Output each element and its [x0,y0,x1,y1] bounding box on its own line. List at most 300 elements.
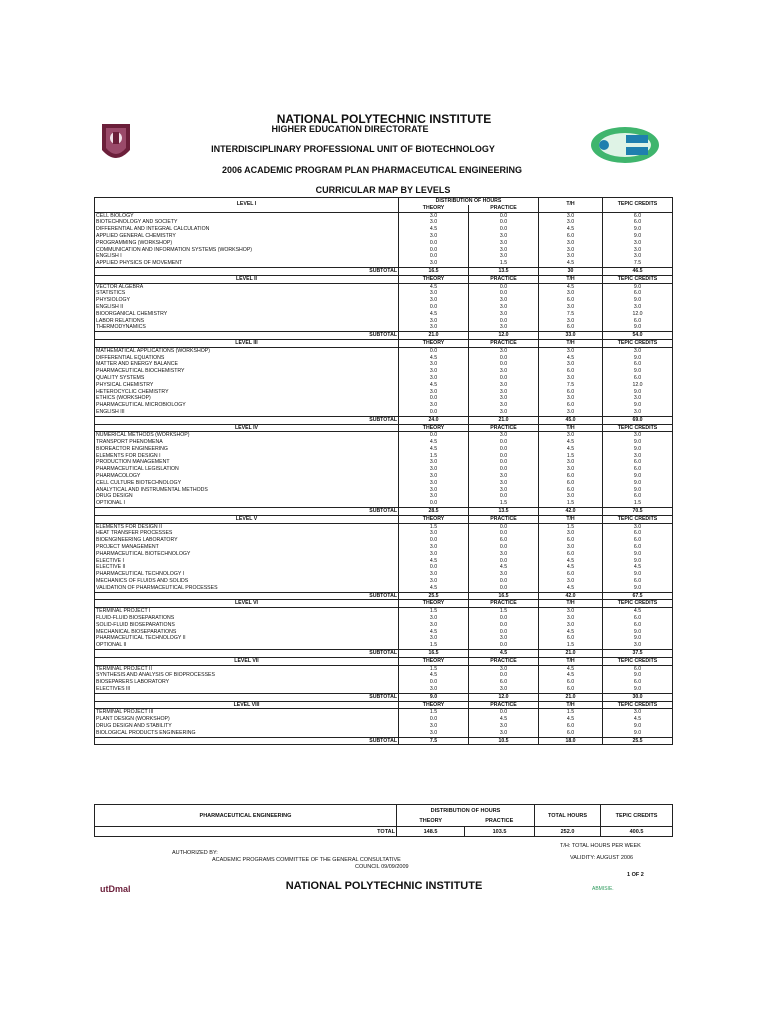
course-name: TERMINAL PROJECT II [95,665,399,672]
tepic-credits: 3.0 [603,453,673,460]
total-hours: 1.5 [539,500,603,507]
table-row [95,723,673,730]
tepic-credits: 6.0 [603,212,673,219]
practice-hours: 0.0 [469,361,539,368]
course-name: ENGLISH II [95,304,399,311]
course-name: DIFFERENTIAL EQUATIONS [95,355,399,362]
course-name: ELEMENTS FOR DESIGN II [95,523,399,530]
course-name: OPTIONAL I [95,500,399,507]
practice-hours: 0.0 [469,459,539,466]
table-row [95,233,673,240]
subtotal-practice: 21.0 [469,416,539,424]
practice-hours: 0.0 [469,493,539,500]
practice-hours: 3.0 [469,686,539,693]
table-row [95,409,673,416]
table-row [95,446,673,453]
course-name: PHARMACEUTICAL BIOCHEMISTRY [95,368,399,375]
total-hours: 4.5 [539,672,603,679]
practice-hours: 0.0 [469,375,539,382]
practice-hours: 3.0 [469,480,539,487]
credits-header: TEPIC CREDITS [603,275,673,283]
practice-hours: 3.0 [469,240,539,247]
subtotal-credits: 69.0 [603,416,673,424]
tepic-credits: 3.0 [603,432,673,439]
subtotal-row [95,416,673,424]
course-name: PHYSIOLOGY [95,297,399,304]
subtotal-theory: 9.0 [399,693,469,701]
tepic-credits: 9.0 [603,402,673,409]
practice-hours: 0.0 [469,523,539,530]
tepic-credits: 9.0 [603,297,673,304]
table-row [95,318,673,325]
table-row [95,679,673,686]
subtotal-credits: 46.5 [603,267,673,275]
tepic-credits: 9.0 [603,571,673,578]
practice-hours: 3.0 [469,487,539,494]
practice-hours: 1.5 [469,608,539,615]
level-name: LEVEL II [95,275,399,283]
total-hours: 4.5 [539,355,603,362]
subtotal-hours: 30 [539,267,603,275]
practice-hours: 0.0 [469,212,539,219]
course-name: ETHICS (WORKSHOP) [95,395,399,402]
theory-hours: 1.5 [399,665,469,672]
practice-hours: 0.0 [469,578,539,585]
theory-hours: 4.5 [399,439,469,446]
course-name: SYNTHESIS AND ANALYSIS OF BIOPROCESSES [95,672,399,679]
table-row [95,480,673,487]
total-hours: 1.5 [539,642,603,649]
level-header-row [95,275,673,283]
practice-hours: 3.0 [469,233,539,240]
theory-hours: 3.0 [399,571,469,578]
practice-hours: 3.0 [469,723,539,730]
tepic-credits: 3.0 [603,253,673,260]
course-name: DRUG DESIGN [95,493,399,500]
subtotal-row [95,508,673,516]
table-row [95,347,673,354]
course-name: ELECTIVE II [95,564,399,571]
subtotal-label: SUBTOTAL [95,508,399,516]
course-name: DRUG DESIGN AND STABILITY [95,723,399,730]
tepic-credits: 6.0 [603,375,673,382]
subtotal-credits: 67.5 [603,592,673,600]
total-hours-header: TOTAL HOURS [535,805,601,827]
practice-hours: 3.0 [469,730,539,737]
course-name: BIOORGANICAL CHEMISTRY [95,311,399,318]
course-name: APPLIED PHYSICS OF MOVEMENT [95,260,399,267]
theory-hours: 4.5 [399,446,469,453]
table-row [95,466,673,473]
tepic-credits: 6.0 [603,679,673,686]
course-name: NUMERICAL METHODS (WORKSHOP) [95,432,399,439]
course-name: PROGRAMMING (WORKSHOP) [95,240,399,247]
subtotal-row [95,650,673,658]
tepic-credits: 9.0 [603,389,673,396]
tepic-credits: 3.0 [603,347,673,354]
total-practice: 103.5 [465,827,535,837]
total-hours: 4.5 [539,226,603,233]
practice-hours: 0.0 [469,446,539,453]
total-hours: 6.0 [539,233,603,240]
total-hours: 7.5 [539,382,603,389]
practice-hours: 3.0 [469,368,539,375]
total-hours: 6.0 [539,297,603,304]
practice-hours: 0.0 [469,355,539,362]
theory-hours: 1.5 [399,709,469,716]
table-row [95,212,673,219]
totals-dist-header: DISTRIBUTION OF HOURS [397,805,535,817]
course-name: BIOTECHNOLOGY AND SOCIETY [95,219,399,226]
course-name: ELECTIVES III [95,686,399,693]
table-row [95,578,673,585]
subtotal-theory: 16.5 [399,267,469,275]
table-row [95,402,673,409]
practice-hours: 4.5 [469,564,539,571]
course-name: BIOLOGICAL PRODUCTS ENGINEERING [95,730,399,737]
credits-header: TEPIC CREDITS [603,701,673,709]
practice-hours: 3.0 [469,551,539,558]
total-hours: 6.0 [539,368,603,375]
page-number: 1 OF 2 [627,872,644,878]
table-row [95,716,673,723]
total-hours: 4.5 [539,558,603,565]
table-row [95,544,673,551]
practice-header: PRACTICE [469,600,539,608]
subtotal-label: SUBTOTAL [95,267,399,275]
subtotal-row [95,592,673,600]
practice-hours: 0.0 [469,318,539,325]
theory-hours: 3.0 [399,297,469,304]
practice-header: PRACTICE [469,424,539,432]
theory-hours: 0.0 [399,247,469,254]
total-hours: 4.5 [539,665,603,672]
tepic-credits: 6.0 [603,544,673,551]
theory-hours: 4.5 [399,355,469,362]
level-header-row [95,339,673,347]
total-hours: 4.5 [539,629,603,636]
committee-text: ACADEMIC PROGRAMS COMMITTEE OF THE GENERAL CONSULTATIVE [212,857,401,863]
validity-text: VALIDITY: AUGUST 2006 [570,855,634,861]
theory-hours: 3.0 [399,723,469,730]
theory-hours: 4.5 [399,629,469,636]
practice-hours: 3.0 [469,247,539,254]
total-hours: 4.5 [539,585,603,592]
tepic-credits: 3.0 [603,247,673,254]
theory-header: THEORY [399,600,469,608]
practice-hours: 0.0 [469,530,539,537]
practice-hours: 0.0 [469,615,539,622]
practice-hours: 0.0 [469,466,539,473]
totals-practice-header: PRACTICE [465,817,535,827]
course-name: PHARMACEUTICAL MICROBIOLOGY [95,402,399,409]
total-hours: 1.5 [539,523,603,530]
tepic-credits: 9.0 [603,558,673,565]
theory-hours: 0.0 [399,679,469,686]
course-name: BIOSEPARERS LABORATORY [95,679,399,686]
theory-hours: 1.5 [399,608,469,615]
credits-header: TEPIC CREDITS [603,198,673,213]
subtotal-practice: 12.0 [469,693,539,701]
theory-hours: 3.0 [399,368,469,375]
table-row [95,564,673,571]
tepic-credits: 4.5 [603,564,673,571]
theory-hours: 3.0 [399,473,469,480]
table-row [95,709,673,716]
curricular-map-table [94,197,673,745]
total-hours: 4.5 [539,260,603,267]
theory-header: THEORY [399,424,469,432]
th-header: T/H [539,424,603,432]
tepic-credits: 9.0 [603,473,673,480]
course-name: ANALYTICAL AND INSTRUMENTAL METHODS [95,487,399,494]
subtotal-credits: 30.0 [603,693,673,701]
total-hours: 6.0 [539,324,603,331]
theory-hours: 4.5 [399,585,469,592]
level-header-row [95,600,673,608]
level-name: LEVEL III [95,339,399,347]
tepic-credits: 3.0 [603,395,673,402]
credits-header: TEPIC CREDITS [603,657,673,665]
brand-left: utDmal [100,884,131,894]
course-name: PLANT DESIGN (WORKSHOP) [95,716,399,723]
subtotal-practice: 12.0 [469,332,539,340]
theory-hours: 1.5 [399,523,469,530]
course-name: DIFFERENTIAL AND INTEGRAL CALCULATION [95,226,399,233]
practice-hours: 0.0 [469,642,539,649]
level-header-row [95,701,673,709]
theory-hours: 3.0 [399,622,469,629]
th-header: T/H [539,339,603,347]
total-hours: 6.0 [539,487,603,494]
practice-hours: 1.5 [469,260,539,267]
table-row [95,260,673,267]
tepic-credits: 6.0 [603,466,673,473]
tepic-credits: 9.0 [603,233,673,240]
subtotal-theory: 21.0 [399,332,469,340]
practice-hours: 0.0 [469,283,539,290]
th-header: T/H [539,701,603,709]
tepic-credits: 3.0 [603,240,673,247]
tepic-credits: 9.0 [603,686,673,693]
table-row [95,361,673,368]
table-row [95,226,673,233]
tepic-credits: 3.0 [603,304,673,311]
total-hours: 3.0 [539,459,603,466]
course-name: ENGLISH III [95,409,399,416]
level-name: LEVEL VII [95,657,399,665]
table-row [95,389,673,396]
course-name: THERMODYNAMICS [95,324,399,331]
total-hours: 6.0 [539,686,603,693]
course-name: OPTIONAL II [95,642,399,649]
tepic-credits: 6.0 [603,530,673,537]
practice-hours: 0.0 [469,709,539,716]
total-hours: 3.0 [539,578,603,585]
table-row [95,311,673,318]
theory-hours: 3.0 [399,686,469,693]
credits-header: TEPIC CREDITS [603,515,673,523]
level-name: LEVEL V [95,515,399,523]
theory-header: THEORY [399,339,469,347]
th-header: T/H [539,657,603,665]
total-hours: 6.0 [539,679,603,686]
credits-header: TEPIC CREDITS [603,600,673,608]
th-header: T/H [539,198,603,213]
totals-table [94,804,673,837]
table-row [95,304,673,311]
course-name: PROJECT MANAGEMENT [95,544,399,551]
tepic-credits: 9.0 [603,551,673,558]
table-row [95,686,673,693]
tepic-credits: 4.5 [603,608,673,615]
tepic-credits: 9.0 [603,446,673,453]
tepic-credits: 6.0 [603,361,673,368]
total-hours: 6.0 [539,730,603,737]
total-hours: 3.0 [539,212,603,219]
subtotal-hours: 42.0 [539,508,603,516]
tepic-credits: 4.5 [603,716,673,723]
theory-hours: 3.0 [399,290,469,297]
level-header-row [95,424,673,432]
theory-hours: 3.0 [399,551,469,558]
distribution-header: DISTRIBUTION OF HOURS [399,198,539,205]
subtotal-credits: 70.5 [603,508,673,516]
table-row [95,571,673,578]
practice-hours: 3.0 [469,324,539,331]
table-row [95,219,673,226]
course-name: VALIDATION OF PHARMACEUTICAL PROCESSES [95,585,399,592]
tepic-credits: 9.0 [603,368,673,375]
tepic-credits: 9.0 [603,635,673,642]
theory-hours: 3.0 [399,530,469,537]
theory-hours: 0.0 [399,395,469,402]
course-name: QUALITY SYSTEMS [95,375,399,382]
total-hours: 3.0 [539,304,603,311]
subtotal-theory: 16.5 [399,650,469,658]
subtotal-label: SUBTOTAL [95,332,399,340]
theory-hours: 3.0 [399,459,469,466]
total-theory: 148.5 [397,827,465,837]
total-hours: 6.0 [539,723,603,730]
practice-hours: 3.0 [469,253,539,260]
practice-hours: 3.0 [469,297,539,304]
table-row [95,629,673,636]
directorate-title: HIGHER EDUCATION DIRECTORATE [271,124,429,134]
total-hours: 3.0 [539,544,603,551]
total-hours: 1.5 [539,453,603,460]
tepic-credits: 6.0 [603,493,673,500]
total-hours: 3.0 [539,395,603,402]
theory-hours: 3.0 [399,615,469,622]
theory-hours: 3.0 [399,318,469,325]
table-row [95,395,673,402]
subtotal-credits: 37.5 [603,650,673,658]
table-row [95,297,673,304]
table-row [95,642,673,649]
practice-hours: 0.0 [469,585,539,592]
theory-hours: 4.5 [399,226,469,233]
theory-hours: 3.0 [399,544,469,551]
theory-hours: 0.0 [399,253,469,260]
credits-header: TEPIC CREDITS [603,339,673,347]
tepic-credits: 3.0 [603,409,673,416]
total-hours: 3.0 [539,361,603,368]
tepic-credits: 9.0 [603,226,673,233]
theory-hours: 0.0 [399,432,469,439]
theory-hours: 3.0 [399,233,469,240]
course-name: LABOR RELATIONS [95,318,399,325]
course-name: APPLIED GENERAL CHEMISTRY [95,233,399,240]
course-name: STATISTICS [95,290,399,297]
theory-header: THEORY [399,275,469,283]
practice-hours: 3.0 [469,311,539,318]
subtotal-hours: 42.0 [539,592,603,600]
theory-hours: 1.5 [399,642,469,649]
total-credits: 400.5 [601,827,673,837]
practice-hours: 3.0 [469,389,539,396]
tepic-credits: 1.5 [603,500,673,507]
theory-hours: 3.0 [399,730,469,737]
theory-hours: 3.0 [399,635,469,642]
level-header-row [95,657,673,665]
practice-hours: 3.0 [469,473,539,480]
theory-hours: 4.5 [399,558,469,565]
table-row [95,672,673,679]
tepic-credits: 6.0 [603,318,673,325]
total-hours: 3.0 [539,290,603,297]
practice-hours: 0.0 [469,219,539,226]
theory-hours: 4.5 [399,382,469,389]
course-name: PHARMACEUTICAL BIOTECHNOLOGY [95,551,399,558]
course-name: COMMUNICATION AND INFORMATION SYSTEMS (WORKSHOP) [95,247,399,254]
table-row [95,382,673,389]
total-hours: 3.0 [539,219,603,226]
total-hours: 1.5 [539,709,603,716]
tepic-credits: 6.0 [603,459,673,466]
total-hours: 3.0 [539,347,603,354]
practice-hours: 0.0 [469,672,539,679]
total-hours: 3.0 [539,615,603,622]
practice-hours: 3.0 [469,347,539,354]
total-hours: 6.0 [539,389,603,396]
total-hours: 6.0 [539,635,603,642]
tepic-credits: 12.0 [603,311,673,318]
practice-hours: 3.0 [469,432,539,439]
total-hours: 7.5 [539,311,603,318]
theory-hours: 3.0 [399,212,469,219]
tepic-credits: 9.0 [603,723,673,730]
table-row [95,500,673,507]
tepic-credits: 6.0 [603,578,673,585]
theory-hours: 3.0 [399,402,469,409]
total-label: TOTAL [95,827,397,837]
course-name: CELL BIOLOGY [95,212,399,219]
level-name: LEVEL VI [95,600,399,608]
table-row [95,368,673,375]
course-name: ENGLISH I [95,253,399,260]
subtotal-practice: 10.5 [469,737,539,745]
total-hours: 4.5 [539,564,603,571]
table-row [95,551,673,558]
tepic-credits: 3.0 [603,523,673,530]
tepic-credits: 3.0 [603,709,673,716]
total-hours: 4.5 [539,439,603,446]
total-hours: 3.0 [539,240,603,247]
practice-header: PRACTICE [469,275,539,283]
tepic-credits: 6.0 [603,290,673,297]
theory-hours: 3.0 [399,487,469,494]
